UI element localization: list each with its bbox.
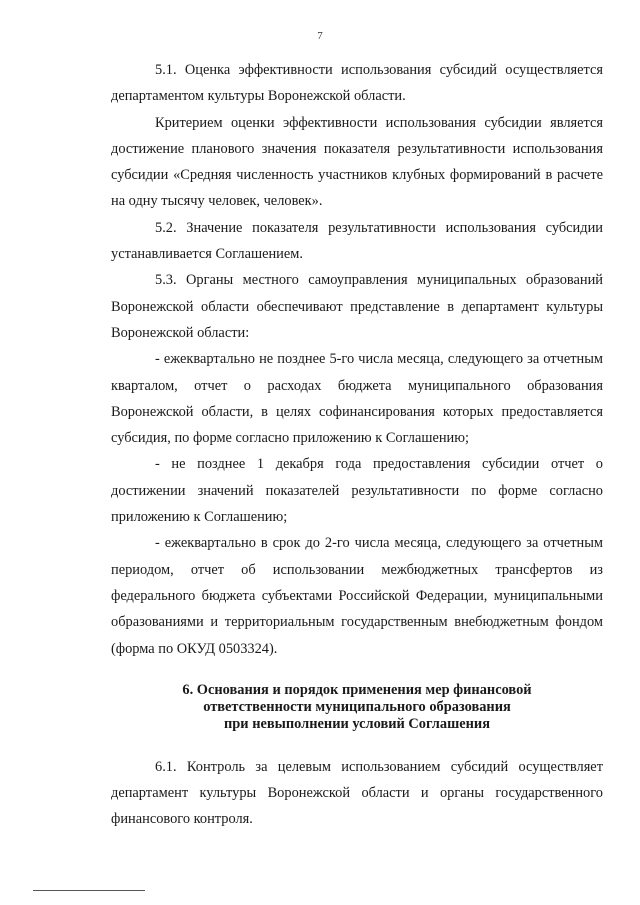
- paragraph-criterion: Критерием оценки эффективности использования субсидии является достижение планового значения показателя результативности использования субсидии «Средняя численность участников клубных формирований в расчете на одну тысячу человек, человек».: [111, 114, 603, 210]
- section-heading-6: [111, 682, 603, 733]
- paragraph-5-3: 5.3. Органы местного самоуправления муниципальных образований Воронежской области обеспечивают представление в департамент культуры Воронежской области:: [111, 272, 603, 341]
- footer-rule: [33, 890, 145, 891]
- paragraph-5-1: 5.1. Оценка эффективности использования субсидий осуществляется департаментом культуры Воронежской области.: [111, 62, 603, 105]
- page-number: 7: [317, 30, 323, 42]
- paragraph-6-1: 6.1. Контроль за целевым использованием субсидий осуществляет департамент культуры Воронежской области и органы государственного финансового контроля.: [111, 758, 603, 828]
- paragraph-5-2: 5.2. Значение показателя результативности использования субсидии устанавливается Соглашением.: [111, 219, 603, 263]
- list-item-transfers-report: - ежеквартально в срок до 2-го числа месяца, следующего за отчетным периодом, отчет об использовании межбюджетных трансфертов из федерального бюджета субъектами Российской Федерации, муниципальными образованиями и территориальным государственным внебюджетным фондом (форма по ОКУД 0503324).: [111, 535, 603, 657]
- section-heading-line-3: при невыполнении условий Соглашения: [224, 715, 490, 732]
- list-item-quarterly-report: - ежеквартально не позднее 5-го числа месяца, следующего за отчетным кварталом, отчет о расходах бюджета муниципального образования Воронежской области, в целях софинансирования которых предоставляется субсидия, по форме согласно приложению к Соглашению;: [111, 351, 603, 447]
- section-heading-line-1: 6. Основания и порядок применения мер финансовой: [182, 681, 532, 698]
- document-body: [111, 57, 603, 833]
- section-heading-line-2: ответственности муниципального образования: [203, 698, 511, 715]
- list-item-december-report: - не позднее 1 декабря года предоставления субсидии отчет о достижении значений показателей результативности по форме согласно приложению к Соглашению;: [111, 456, 603, 526]
